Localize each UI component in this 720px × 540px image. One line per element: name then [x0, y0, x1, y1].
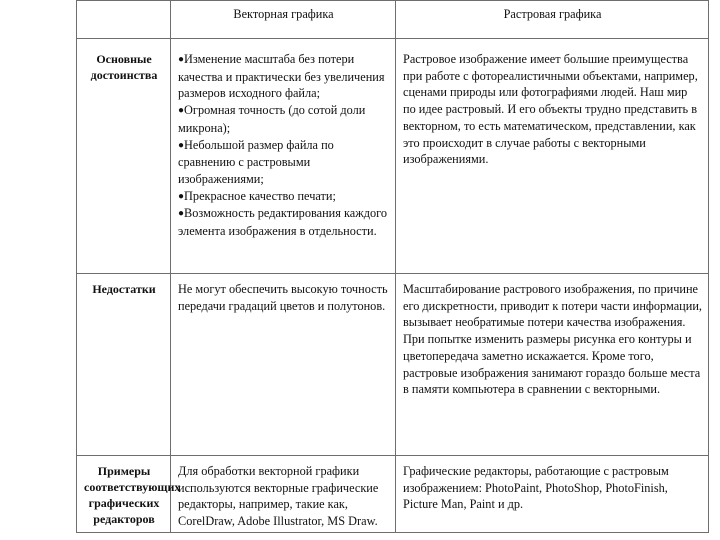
list-item: ●Небольшой размер файла по сравнению с растровыми изображениями;	[178, 137, 334, 186]
bullet-icon: ●	[178, 190, 185, 202]
row-label-editors: Примеры соответствующих графических редакторов	[77, 456, 171, 533]
row-label-disadvantages: Недостатки	[77, 274, 171, 456]
bullet-icon: ●	[178, 208, 185, 220]
table-row-advantages	[77, 39, 709, 274]
comparison-table	[76, 0, 709, 533]
raster-advantages-cell: Растровое изображение имеет большие преимущества при работе с фотореалистичными объектами, например, сценами природы или фотографиями людей. Наш мир по идее растровый. И его объекты трудно представить в векторном, то есть математическом, представлении, как это происходит в случае работы с векторными изображениями.	[396, 39, 709, 274]
bullet-icon: ●	[178, 105, 185, 117]
table-row-editors	[77, 456, 709, 533]
raster-editors-cell: Графические редакторы, работающие с растровым изображением: PhotoPaint, PhotoShop, PhotoFinish, Picture Man, Paint и др.	[396, 456, 709, 533]
header-corner-cell	[77, 1, 171, 39]
bullet-icon: ●	[178, 54, 185, 65]
list-item: ●Возможность редактирования каждого элемента изображения в отдельности.	[178, 206, 387, 239]
table-row-disadvantages	[77, 274, 709, 456]
list-item: ●Изменение масштаба без потери качества и практически без увеличения размеров исходного файла;	[178, 52, 385, 101]
row-label-advantages: Основные достоинства	[77, 39, 171, 274]
vector-disadvantages-cell: Не могут обеспечить высокую точность передачи градаций цветов и полутонов.	[171, 274, 396, 456]
header-vector: Векторная графика	[171, 1, 396, 39]
raster-disadvantages-cell: Масштабирование растрового изображения, по причине его дискретности, приводит к потери части информации, вызывает необратимые потери качества изображения. При попытке изменить размеры рисунка его контуры и цветопередача заметно искажается. Кроме того, растровые изображения занимают гораздо больше места в памяти компьютера в сравнении с векторными.	[396, 274, 709, 456]
vector-advantages-cell	[171, 39, 396, 274]
header-row	[77, 1, 709, 39]
bullet-icon: ●	[178, 139, 185, 151]
vector-editors-cell: Для обработки векторной графики используются векторные графические редакторы, например, такие как, CorelDraw, Adobe Illustrator, MS Draw.	[171, 456, 396, 533]
list-item: ●Прекрасное качество печати;	[178, 188, 336, 203]
header-raster: Растровая графика	[396, 1, 709, 39]
list-item: ●Огромная точность (до сотой доли микрона);	[178, 103, 366, 135]
